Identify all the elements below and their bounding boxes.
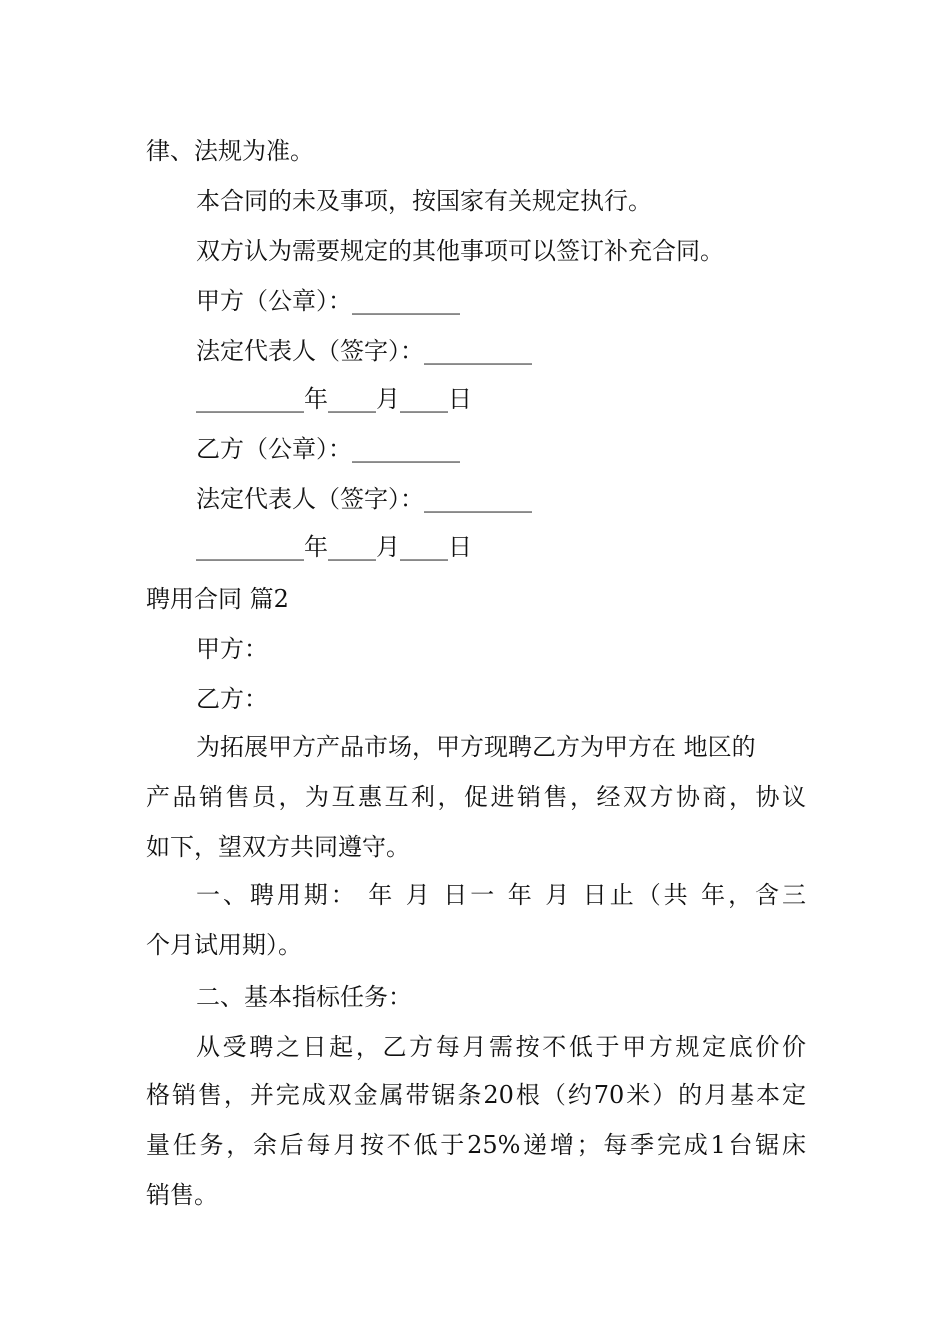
signature-party-a: 甲方（公章）：_________	[196, 287, 460, 315]
paragraph-line: 律、法规为准。	[146, 137, 314, 165]
signature-rep-b: 法定代表人（签字）：_________	[196, 485, 532, 513]
signature-date-a: _________年____月____日	[196, 385, 472, 413]
paragraph-line: 个月试用期）。	[146, 931, 302, 959]
section-heading: 聘用合同 篇2	[146, 585, 289, 613]
paragraph-line: 销售。	[146, 1181, 218, 1209]
paragraph-line: 如下，望双方共同遵守。	[146, 833, 410, 861]
signature-party-b: 乙方（公章）：_________	[196, 435, 460, 463]
paragraph-line: 从受聘之日起，乙方每月需按不低于甲方规定底价价	[196, 1033, 806, 1061]
paragraph-line: 量任务，余后每月按不低于25%递增；每季完成1台锯床	[146, 1131, 806, 1159]
paragraph-line: 产品销售员，为互惠互利，促进销售，经双方协商，协议	[146, 783, 806, 811]
signature-date-b: _________年____月____日	[196, 533, 472, 561]
paragraph-line: 为拓展甲方产品市场，甲方现聘乙方为甲方在 地区的	[196, 733, 756, 761]
party-a-label: 甲方：	[196, 635, 268, 663]
paragraph-line: 本合同的未及事项，按国家有关规定执行。	[196, 187, 652, 215]
paragraph-line: 格销售，并完成双金属带锯条20根（约70米）的月基本定	[146, 1081, 806, 1109]
signature-rep-a: 法定代表人（签字）：_________	[196, 337, 532, 365]
party-b-label: 乙方：	[196, 685, 268, 713]
clause-heading: 二、基本指标任务：	[196, 983, 412, 1011]
paragraph-line: 一、聘用期： 年 月 日一 年 月 日止（共 年，含三	[196, 881, 806, 909]
paragraph-line: 双方认为需要规定的其他事项可以签订补充合同。	[196, 237, 724, 265]
